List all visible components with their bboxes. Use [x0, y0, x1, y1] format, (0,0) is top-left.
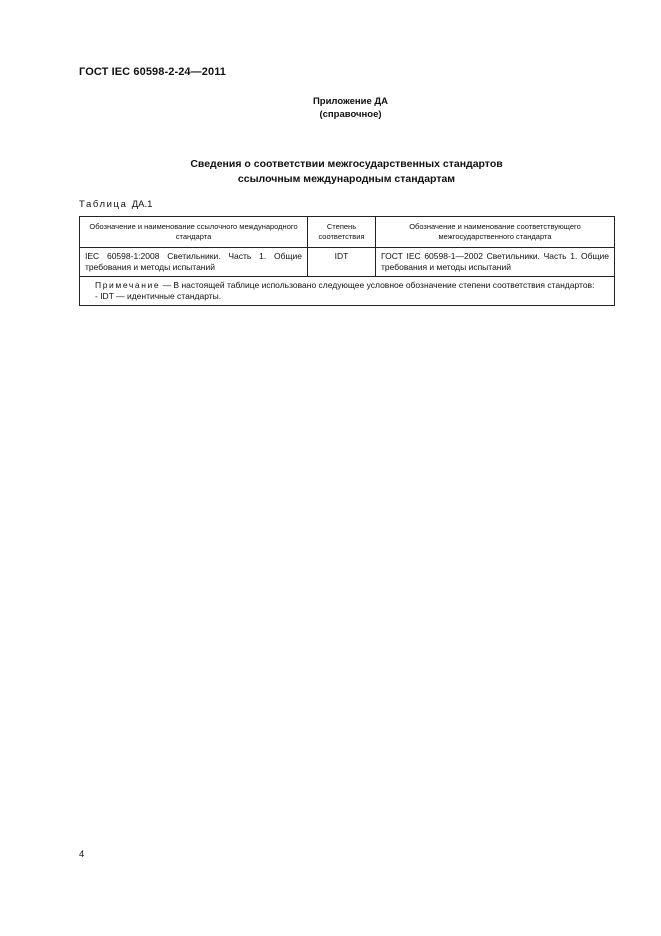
table-header-row	[80, 217, 615, 248]
header-international-standard: Обозначение и наименование ссылочного международного стандарта	[80, 217, 308, 248]
table-note-row	[80, 277, 615, 306]
annex-title: Приложение ДА	[312, 96, 389, 107]
annex-subtitle: (справочное)	[319, 109, 382, 120]
cell-international-standard: IEC 60598-1:2008 Светильники. Часть 1. Общие требования и методы испытаний	[80, 248, 308, 277]
note-item: - IDT — идентичные стандарты.	[95, 291, 222, 301]
section-title	[0, 157, 661, 187]
section-title-line-1: Сведения о соответствии межгосударственных стандартов	[190, 158, 503, 170]
section-title-line-2: ссылочным международным стандартам	[237, 173, 456, 185]
table-note	[80, 277, 615, 306]
header-degree-of-correspondence: Степень соответствия	[308, 217, 376, 248]
table-caption-number: ДА.1	[131, 199, 153, 210]
page-number: 4	[79, 849, 85, 860]
table-caption-label: Таблица	[79, 199, 128, 210]
document-header: ГОСТ IEC 60598-2-24—2011	[79, 66, 227, 78]
header-interstate-standard: Обозначение и наименование соответствующего межгосударственного стандарта	[376, 217, 615, 248]
note-text: — В настоящей таблице использовано следующее условное обозначение степени соответствия стандартов:	[160, 280, 595, 290]
annex-heading	[0, 95, 661, 121]
note-label: Примечание	[95, 280, 161, 290]
table-row	[80, 248, 615, 277]
cell-degree: IDT	[308, 248, 376, 277]
correspondence-table	[79, 216, 615, 306]
table-caption	[79, 199, 152, 210]
cell-interstate-standard: ГОСТ IEC 60598-1—2002 Светильники. Часть 1. Общие требования и методы испытаний	[376, 248, 615, 277]
